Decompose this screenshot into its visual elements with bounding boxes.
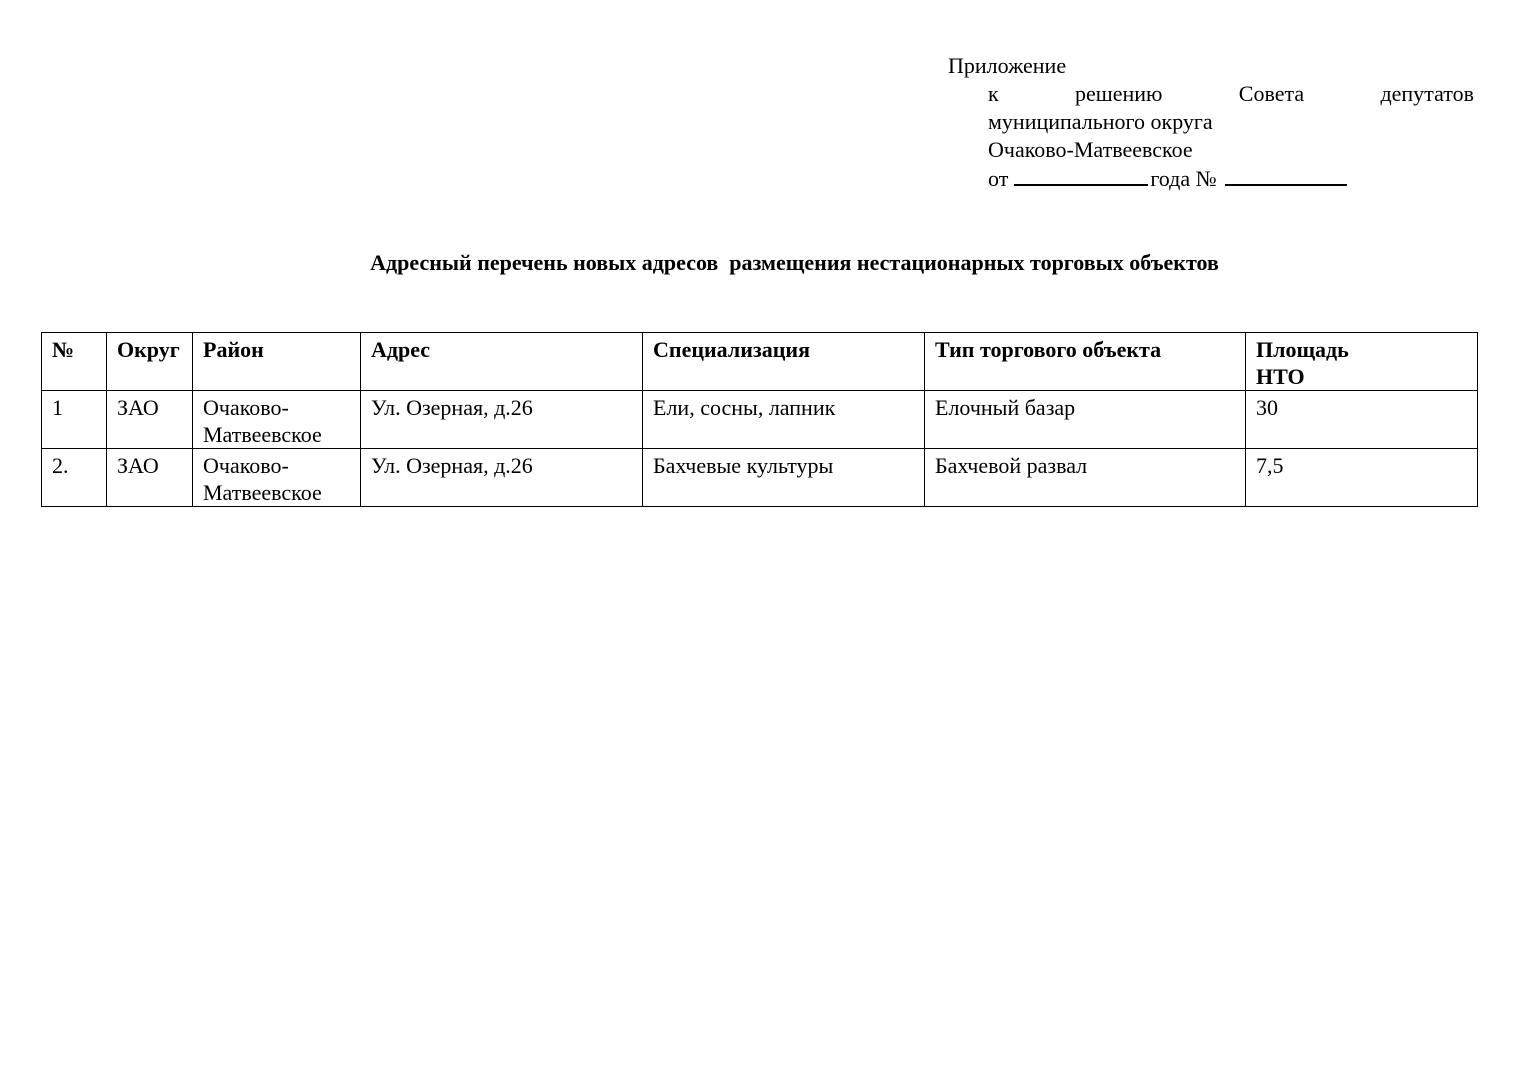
date-blank-line <box>1014 164 1148 186</box>
cell-address: Ул. Озерная, д.26 <box>361 391 643 449</box>
header-district-text: Округ <box>117 337 180 362</box>
header-area: Район <box>193 333 361 391</box>
appendix-word: депутатов <box>1380 81 1474 106</box>
nto-table <box>41 332 1478 507</box>
cell-specialization: Ели, сосны, лапник <box>643 391 925 449</box>
header-district <box>107 333 193 391</box>
header-square <box>1246 333 1478 391</box>
appendix-line-district: Очаково-Матвеевское <box>988 137 1193 162</box>
header-specialization: Специализация <box>643 333 925 391</box>
header-type: Тип торгового объекта <box>925 333 1246 391</box>
cell-area: Очаково-Матвеевское <box>193 391 361 449</box>
appendix-line-date-number <box>988 164 1474 193</box>
cell-district: ЗАО <box>107 391 193 449</box>
cell-number: 2. <box>42 449 107 507</box>
cell-district: ЗАО <box>107 449 193 507</box>
header-square-line2: НТО <box>1256 364 1305 389</box>
table-row <box>42 449 1478 507</box>
appendix-line-decision <box>988 80 1474 108</box>
cell-specialization: Бахчевые культуры <box>643 449 925 507</box>
cell-number: 1 <box>42 391 107 449</box>
cell-square: 7,5 <box>1246 449 1478 507</box>
appendix-decision-block <box>948 80 1474 193</box>
appendix-label: Приложение <box>948 53 1067 78</box>
header-square-line1: Площадь <box>1256 337 1349 362</box>
cell-square: 30 <box>1246 391 1478 449</box>
cell-address: Ул. Озерная, д.26 <box>361 449 643 507</box>
appendix-word: к <box>988 81 999 106</box>
document-title-text: Адресный перечень новых адресов размещения нестационарных торговых объектов <box>370 250 1219 275</box>
cell-area: Очаково-Матвеевское <box>193 449 361 507</box>
from-label: от <box>988 166 1009 191</box>
cell-type: Бахчевой развал <box>925 449 1246 507</box>
cell-type: Елочный базар <box>925 391 1246 449</box>
year-number-label: года № <box>1150 166 1217 191</box>
table-row <box>42 391 1478 449</box>
table-header-row <box>42 333 1478 391</box>
appendix-word: решению <box>1075 81 1163 106</box>
appendix-line-municipal: муниципального округа <box>988 109 1213 134</box>
appendix-block <box>948 52 1474 193</box>
document-title <box>32 250 1525 276</box>
header-address: Адрес <box>361 333 643 391</box>
header-number: № <box>42 333 107 391</box>
appendix-word: Совета <box>1238 81 1305 106</box>
number-blank-line <box>1225 164 1347 186</box>
